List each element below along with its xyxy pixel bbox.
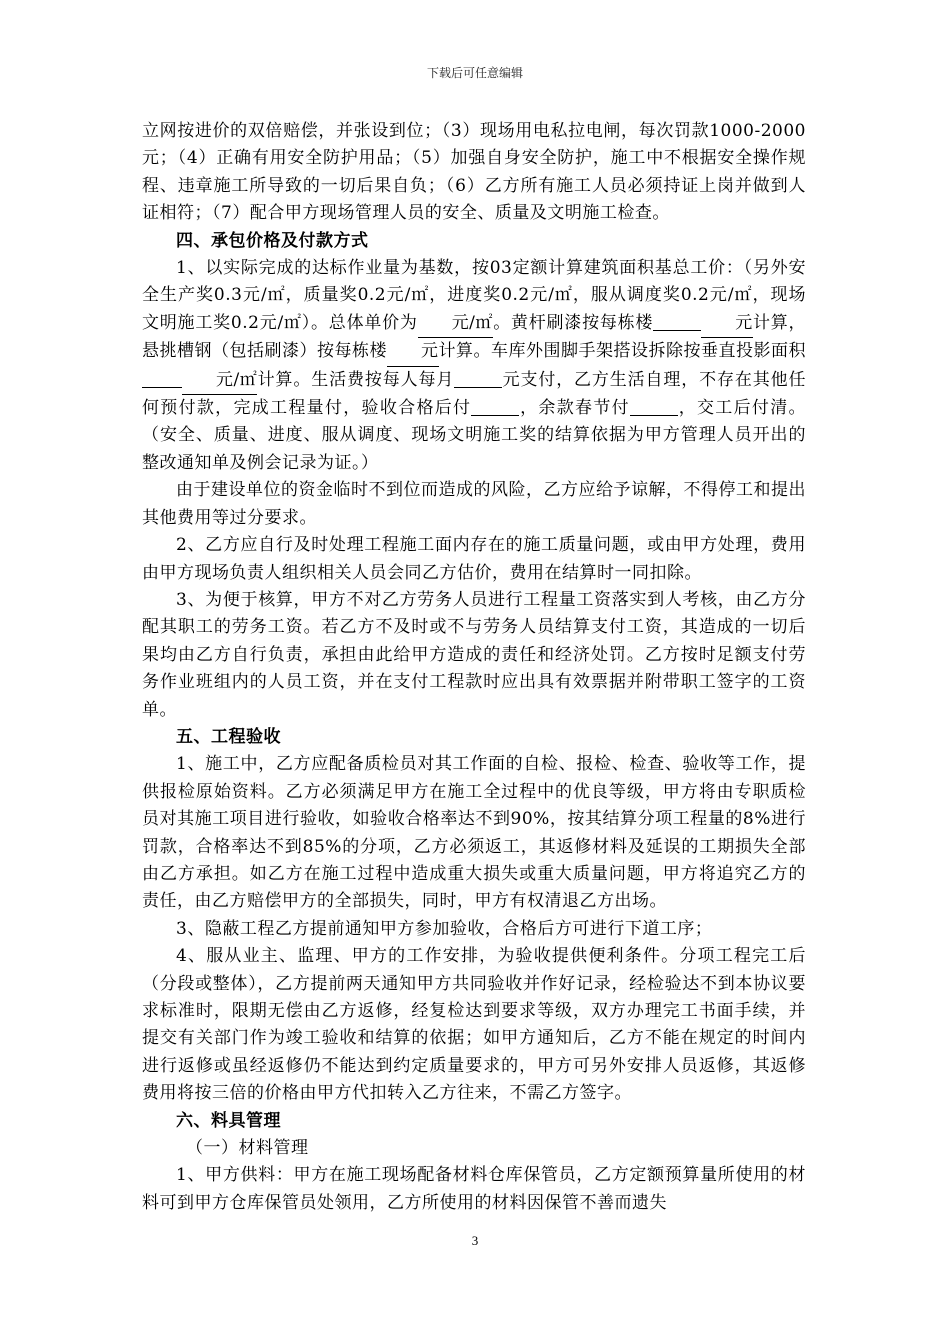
paragraph: 3、隐蔽工程乙方提前通知甲方参加验收，合格后方可进行下道工序； (176, 918, 713, 939)
paragraph: 立网按进价的双倍赔偿，并张设到位；（3）现场用电私拉电闸，每次罚款1000-2000元；（4）正确有用安全防护用品；（5）加强自身安全防护，施工中不根据安全操作规程、违章施工所导致的一切后果自负；（6）乙方所有施工人员必须持证上岗并做到人证相符；（7）配合甲方现场管理人员的安全、质量及文明施工检查。 (142, 121, 806, 224)
section-heading-5: 五、工程验收 (176, 726, 281, 747)
blank-field (471, 397, 519, 416)
section-heading-4: 四、承包价格及付款方式 (176, 230, 369, 251)
paragraph: 1、施工中，乙方应配备质检员对其工作面的自检、报检、检查、验收等工作，提供报检原始资料。乙方必须满足甲方在施工全过程中的优良等级，甲方将由专职质检员对其施工项目进行验收，如验收合格率达不到90%，按其结算分项工程量的8%进行罚款，合格率达不到85%的分项，乙方必须返工，其返修材料及延误的工期损失全部由乙方承担。如乙方在施工过程中造成重大损失或重大质量问题，甲方将追究乙方的责任，由乙方赔偿甲方的全部损失，同时，甲方有权清退乙方出场。 (142, 754, 806, 912)
document-body (142, 118, 806, 1217)
page-header: 下载后可任意编辑 (426, 66, 523, 80)
page-number: 3 (471, 1233, 479, 1248)
unit-yuan: 元 (701, 310, 753, 338)
subsection-heading: （一）材料管理 (186, 1138, 309, 1159)
paragraph: 1、甲方供料：甲方在施工现场配备材料仓库保管员，乙方定额预算量所使用的材料可到甲方仓库保管员处领用，乙方所使用的材料因保管不善而遗失 (142, 1165, 806, 1213)
paragraph: 3、为便于核算，甲方不对乙方劳务人员进行工程量工资落实到人考核，由乙方分配其职工的劳务工资。若乙方不及时或不与劳务人员结算支付工资，其造成的一切后果均由乙方自行负责，承担由此给甲方造成的责任和经济处罚。乙方按时足额支付劳务作业班组内的人员工资，并在支付工程款时应出具有效票据并附带职工签字的工资单。 (142, 589, 806, 720)
blank-field (630, 397, 678, 416)
blank-field (142, 369, 182, 388)
unit-yuan: 元 (387, 338, 439, 366)
blank-field (653, 312, 701, 331)
paragraph: 4、服从业主、监理、甲方的工作安排，为验收提供便利条件。分项工程完工后（分段或整体），乙方提前两天通知甲方共同验收并作好记录，经检验达不到本协议要求标准时，限期无偿由乙方返修，经复检达到要求等级，双方办理完工书面手续，并提交有关部门作为竣工验收和结算的依据；如甲方通知后，乙方不能在规定的时间内进行返修或虽经返修仍不能达到约定质量要求的，甲方可另外安排人员返修，其返修费用将按三倍的价格由甲方代扣转入乙方往来，不需乙方签字。 (142, 946, 806, 1104)
paragraph-price: 1、以实际完成的达标作业量为基数，按03定额计算建筑面积基总工价：（另外安全生产奖0.3元/㎡，质量奖0.2元/㎡，进度奖0.2元/㎡，服从调度奖0.2元/㎡，现场文明施工奖0.2元/㎡）。总体单价为 元/㎡。黄杆刷漆按每栋楼 元计算，悬挑槽钢（包括刷漆）按每栋楼 元计算。车库外围脚手架搭设拆除按垂直投影面积元/㎡计算。生活费按每人每月 元支付，乙方生活自理，不存在其他任何预付款，完成工程量付，验收合格后付 ，余款春节付 ，交工后付清。（安全、质量、进度、服从调度、现场文明施工奖的结算依据为甲方管理人员开出的整改通知单及例会记录为证。） (142, 258, 807, 473)
section-heading-6: 六、料具管理 (176, 1110, 281, 1131)
paragraph: 2、乙方应自行及时处理工程施工面内存在的施工质量问题，或由甲方处理，费用由甲方现场负责人组织相关人员会同乙方估价，费用在结算时一同扣除。 (142, 535, 806, 583)
paragraph: 由于建设单位的资金临时不到位而造成的风险，乙方应给予谅解，不得停工和提出其他费用等过分要求。 (142, 480, 806, 528)
price-unit: 元/㎡ (418, 310, 493, 338)
blank-field (454, 369, 502, 388)
area-unit: 元/㎡ (182, 367, 257, 395)
